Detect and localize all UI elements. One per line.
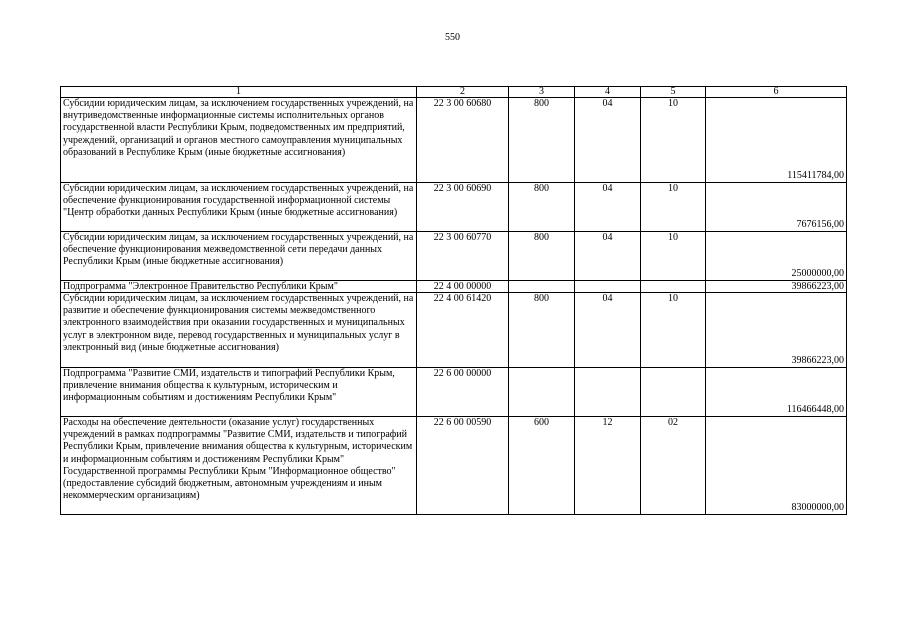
row-code: 22 3 00 60770: [417, 232, 509, 281]
row-code: 22 3 00 60680: [417, 98, 509, 183]
row-col3: [509, 368, 575, 417]
row-sum: 83000000,00: [706, 417, 847, 515]
row-sum: 39866223,00: [706, 281, 847, 293]
page-number: 550: [445, 32, 460, 43]
row-code: 22 4 00 00000: [417, 281, 509, 293]
row-code: 22 4 00 61420: [417, 293, 509, 368]
row-name: Субсидии юридическим лицам, за исключением государственных учреждений, на обеспечение функционирования государственной информационной системы "Центр обработки данных Республики Крым (иные бюджетные ассигнования): [61, 183, 417, 232]
table-row: [61, 293, 847, 368]
row-col3: [509, 281, 575, 293]
row-name: Подпрограмма "Электронное Правительство Республики Крым": [61, 281, 417, 293]
row-col4: 04: [575, 183, 641, 232]
table-row: [61, 232, 847, 281]
row-col4: 12: [575, 417, 641, 515]
row-sum: 7676156,00: [706, 183, 847, 232]
row-col5: 10: [641, 293, 706, 368]
row-col4: [575, 281, 641, 293]
row-col3: 800: [509, 293, 575, 368]
row-code: 22 6 00 00590: [417, 417, 509, 515]
row-code: 22 6 00 00000: [417, 368, 509, 417]
row-col5: 10: [641, 98, 706, 183]
row-code: 22 3 00 60690: [417, 183, 509, 232]
row-col4: 04: [575, 98, 641, 183]
table-row: [61, 281, 847, 293]
row-col5: 10: [641, 183, 706, 232]
row-name: Расходы на обеспечение деятельности (оказание услуг) государственных учреждений в рамках подпрограммы "Развитие СМИ, издательств и типографий Республики Крым, привлечение внимания общества к культурным, историческим и информационным событиям и достижениям Республики Крым" Государственной программы Республики Крым "Информационное общество" (предоставление субсидий бюджетным, автономным учреждениям и иным некоммерческим организациям): [61, 417, 417, 515]
row-sum: 39866223,00: [706, 293, 847, 368]
row-col3: 800: [509, 183, 575, 232]
row-col4: 04: [575, 232, 641, 281]
header-cell-2: 2: [417, 87, 509, 98]
row-name: Субсидии юридическим лицам, за исключением государственных учреждений, на обеспечение функционирования межведомственной сети передачи данных Республики Крым (иные бюджетные ассигнования): [61, 232, 417, 281]
row-col5: [641, 281, 706, 293]
table-row: [61, 368, 847, 417]
budget-table: [60, 86, 847, 515]
row-sum: 25000000,00: [706, 232, 847, 281]
row-name: Подпрограмма "Развитие СМИ, издательств и типографий Республики Крым, привлечение внимания общества к культурным, историческим и информационным событиям и достижениям Республики Крым": [61, 368, 417, 417]
header-cell-5: 5: [641, 87, 706, 98]
header-cell-3: 3: [509, 87, 575, 98]
table-row: [61, 183, 847, 232]
table-header-row: [61, 87, 847, 98]
row-col4: [575, 368, 641, 417]
row-col5: [641, 368, 706, 417]
header-cell-6: 6: [706, 87, 847, 98]
row-col3: 800: [509, 232, 575, 281]
row-name: Субсидии юридическим лицам, за исключением государственных учреждений, на внутриведомственные информационные системы исполнительных органов государственной власти Республики Крым, подведомственных им предприятий, учреждений, организаций и органов местного самоуправления муниципальных образований в Республике Крым (иные бюджетные ассигнования): [61, 98, 417, 183]
row-col4: 04: [575, 293, 641, 368]
row-col3: 600: [509, 417, 575, 515]
table-row: [61, 417, 847, 515]
row-sum: 116466448,00: [706, 368, 847, 417]
header-cell-1: 1: [61, 87, 417, 98]
table-row: [61, 98, 847, 183]
row-col3: 800: [509, 98, 575, 183]
row-col5: 02: [641, 417, 706, 515]
header-cell-4: 4: [575, 87, 641, 98]
row-col5: 10: [641, 232, 706, 281]
row-sum: 115411784,00: [706, 98, 847, 183]
row-name: Субсидии юридическим лицам, за исключением государственных учреждений, на развитие и обеспечение функционирования системы межведомственного электронного взаимодействия при оказании государственных и муниципальных услуг в электронном виде, перевод государственных и муниципальных услуг в электронный вид (иные бюджетные ассигнования): [61, 293, 417, 368]
